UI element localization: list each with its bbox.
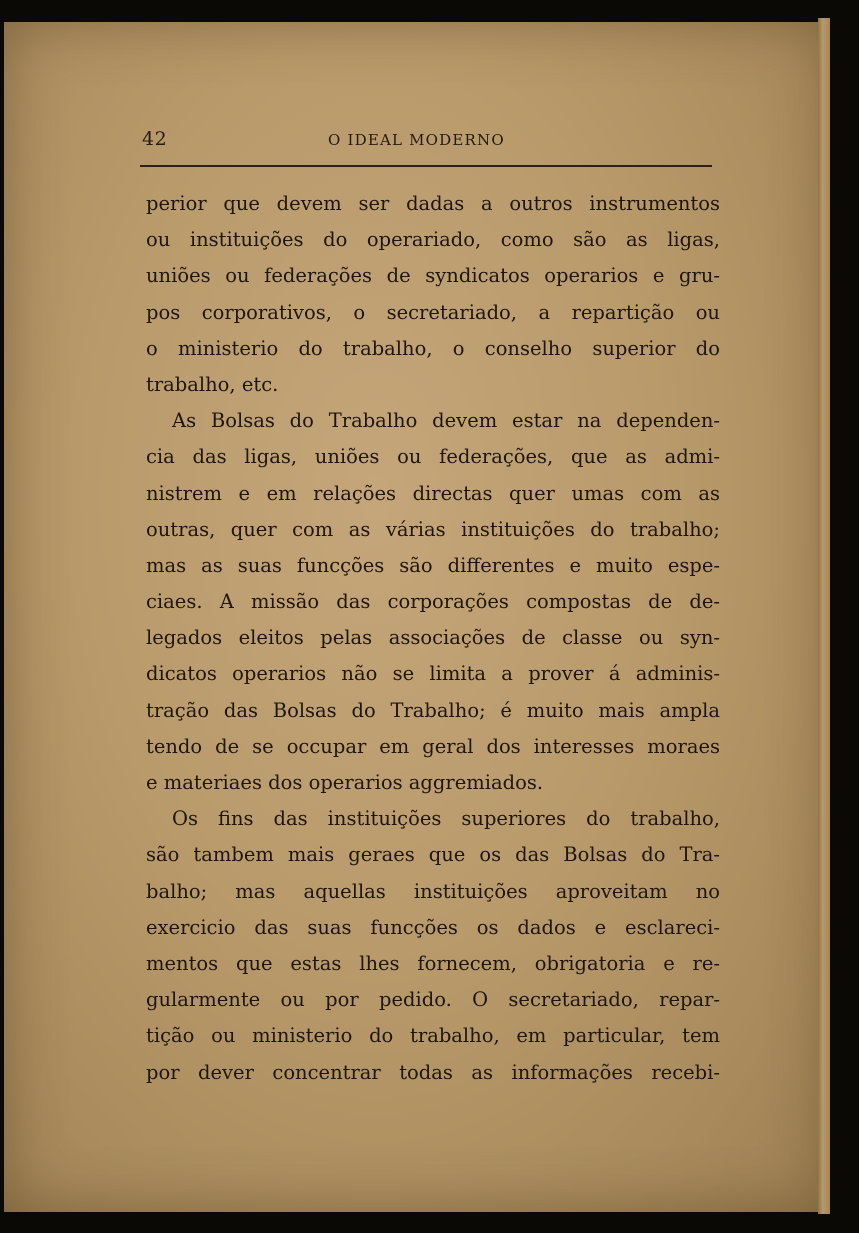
body-text [146, 186, 720, 1091]
text-line: outras, quer com as várias instituições do trabalho; [146, 517, 720, 541]
text-line: ciaes. A missão das corporações compostas de de- [146, 590, 720, 614]
header-rule [140, 165, 712, 167]
text-line: são tambem mais geraes que os das Bolsas do Tra- [146, 843, 720, 867]
text-line: perior que devem ser dadas a outros instrumentos [146, 192, 720, 215]
text-line: tição ou ministerio do trabalho, em particular, tem [146, 1024, 720, 1048]
text-line: tendo de se occupar em geral dos interesses moraes [146, 734, 720, 758]
text-line: tração das Bolsas do Trabalho; é muito mais ampla [146, 698, 720, 722]
text-line: balho; mas aquellas instituições aproveitam no [146, 879, 720, 903]
text-line: uniões ou federações de syndicatos operarios e gru- [146, 264, 720, 288]
text-line: o ministerio do trabalho, o conselho superior do [146, 336, 720, 360]
text-line: e materiaes dos operarios aggremiados. [146, 771, 544, 794]
text-line: por dever concentrar todas as informações recebi- [146, 1060, 720, 1084]
text-line: dicatos operarios não se limita a prover á adminis- [146, 662, 720, 686]
page-number: 42 [142, 128, 168, 150]
text-line: gularmente ou por pedido. O secretariado, repar- [146, 988, 720, 1012]
text-line: pos corporativos, o secretariado, a repartição ou [146, 300, 720, 324]
text-line: cia das ligas, uniões ou federações, que as admi- [146, 445, 720, 469]
running-title: O IDEAL MODERNO [328, 131, 505, 149]
paragraph-start-line: Os fins das instituições superiores do trabalho, [172, 807, 720, 831]
text-line: ou instituições do operariado, como são as ligas, [146, 228, 720, 252]
text-line: mas as suas funcções são differentes e muito espe- [146, 553, 720, 577]
paragraph-start-line: As Bolsas do Trabalho devem estar na dependen- [172, 409, 720, 433]
page-edge [818, 18, 830, 1214]
text-line: exercicio das suas funcções os dados e esclareci- [146, 915, 720, 939]
text-line: mentos que estas lhes fornecem, obrigatoria e re- [146, 951, 720, 975]
text-line: nistrem e em relações directas quer umas com as [146, 481, 720, 505]
text-line: legados eleitos pelas associações de classe ou syn- [146, 626, 720, 650]
page-header [138, 126, 720, 156]
text-line: trabalho, etc. [146, 372, 279, 396]
